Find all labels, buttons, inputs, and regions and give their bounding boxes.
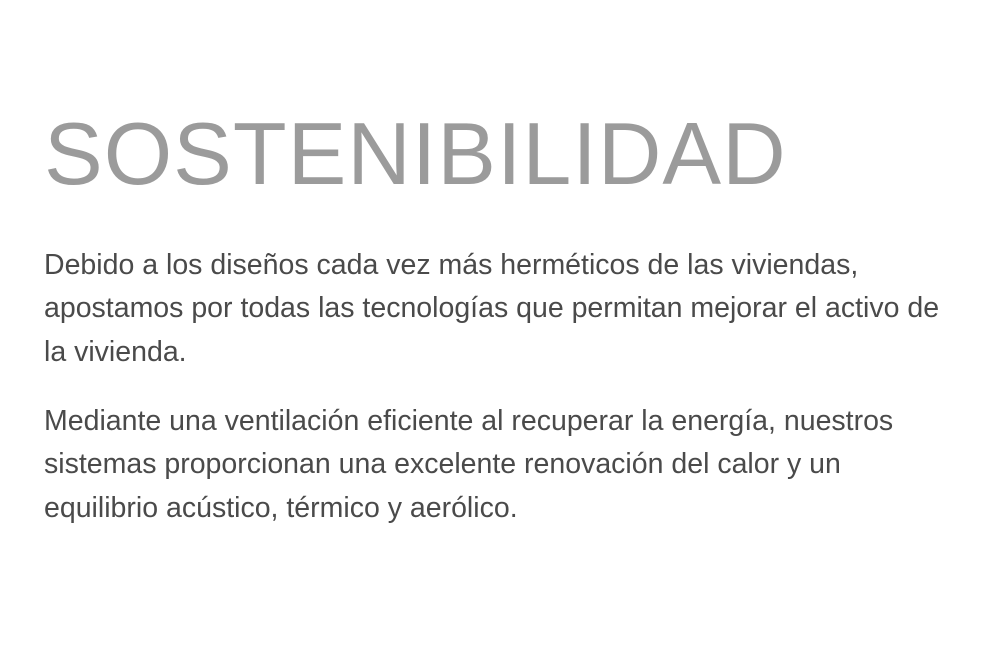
- page-title: SOSTENIBILIDAD: [44, 104, 787, 203]
- text-content-block: [44, 104, 944, 530]
- body-paragraph-2: Mediante una ventilación eficiente al recuperar la energía, nuestros sistemas proporcionan una excelente renovación del calor y un equilibrio acústico, térmico y aerólico.: [44, 404, 894, 524]
- body-paragraph-1: Debido a los diseños cada vez más herméticos de las viviendas, apostamos por todas las tecnologías que permitan mejorar el activo de la vivienda.: [44, 249, 940, 368]
